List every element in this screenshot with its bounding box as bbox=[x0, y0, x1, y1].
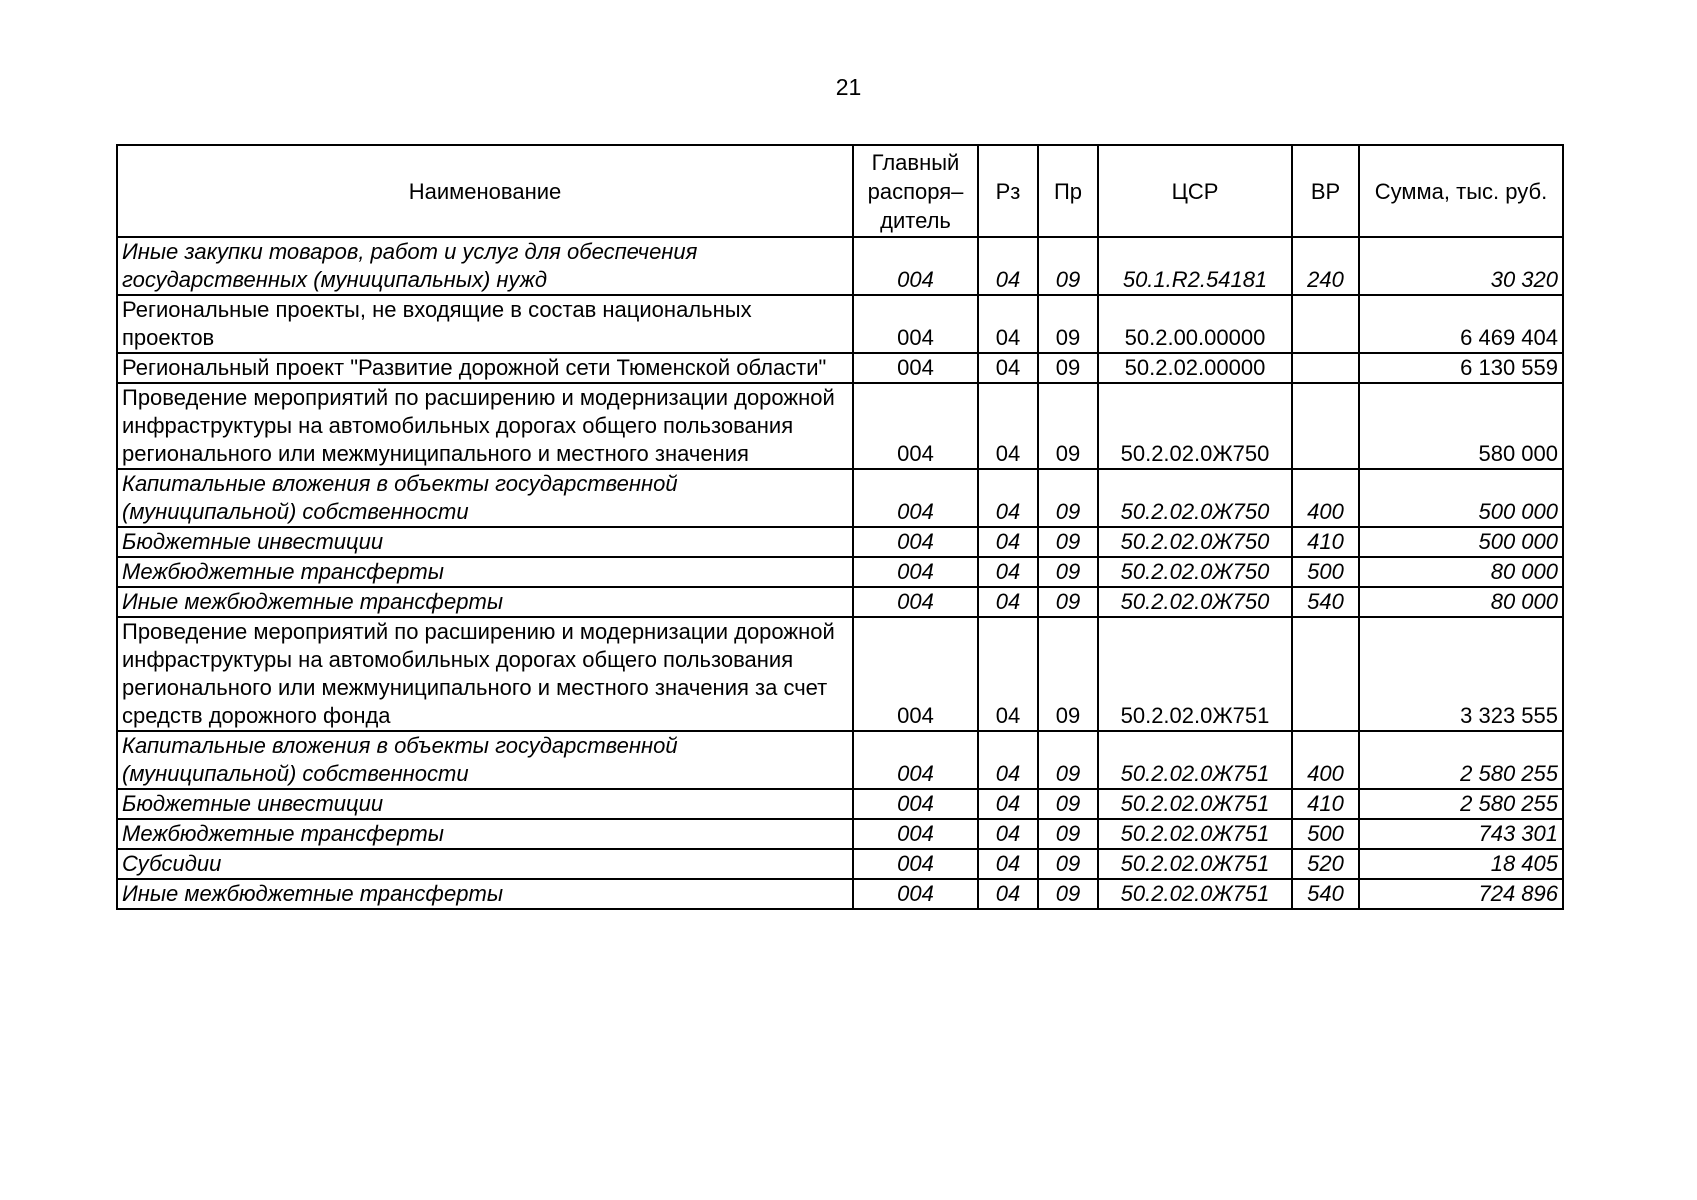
row-sum: 3 323 555 bbox=[1359, 617, 1563, 731]
row-sum: 724 896 bbox=[1359, 879, 1563, 909]
row-sum: 2 580 255 bbox=[1359, 789, 1563, 819]
row-rz: 04 bbox=[978, 295, 1038, 353]
row-sum: 743 301 bbox=[1359, 819, 1563, 849]
row-pr: 09 bbox=[1038, 383, 1098, 469]
table-row bbox=[117, 617, 1563, 731]
row-name: Региональные проекты, не входящие в состав национальных проектов bbox=[117, 295, 853, 353]
header-rz: Рз bbox=[978, 145, 1038, 237]
row-rz: 04 bbox=[978, 731, 1038, 789]
page-number: 21 bbox=[835, 74, 862, 100]
table-row bbox=[117, 731, 1563, 789]
row-gr: 004 bbox=[853, 879, 978, 909]
row-csr: 50.2.02.0Ж750 bbox=[1098, 469, 1292, 527]
header-vr: ВР bbox=[1292, 145, 1359, 237]
row-rz: 04 bbox=[978, 789, 1038, 819]
row-vr: 500 bbox=[1292, 819, 1359, 849]
table-row bbox=[117, 237, 1563, 295]
row-name: Межбюджетные трансферты bbox=[117, 557, 853, 587]
row-vr: 540 bbox=[1292, 587, 1359, 617]
row-vr bbox=[1292, 383, 1359, 469]
row-sum: 500 000 bbox=[1359, 469, 1563, 527]
row-sum: 500 000 bbox=[1359, 527, 1563, 557]
row-sum: 580 000 bbox=[1359, 383, 1563, 469]
row-csr: 50.2.02.0Ж751 bbox=[1098, 819, 1292, 849]
table-row bbox=[117, 295, 1563, 353]
row-gr: 004 bbox=[853, 383, 978, 469]
row-vr: 520 bbox=[1292, 849, 1359, 879]
row-name: Субсидии bbox=[117, 849, 853, 879]
row-name: Иные межбюджетные трансферты bbox=[117, 587, 853, 617]
row-csr: 50.2.00.00000 bbox=[1098, 295, 1292, 353]
row-vr: 400 bbox=[1292, 731, 1359, 789]
row-rz: 04 bbox=[978, 819, 1038, 849]
table-row bbox=[117, 849, 1563, 879]
row-sum: 80 000 bbox=[1359, 587, 1563, 617]
row-pr: 09 bbox=[1038, 731, 1098, 789]
row-sum: 2 580 255 bbox=[1359, 731, 1563, 789]
table-row bbox=[117, 353, 1563, 383]
row-csr: 50.2.02.0Ж750 bbox=[1098, 527, 1292, 557]
row-csr: 50.2.02.0Ж751 bbox=[1098, 731, 1292, 789]
row-vr: 540 bbox=[1292, 879, 1359, 909]
row-name: Иные межбюджетные трансферты bbox=[117, 879, 853, 909]
header-main-manager: Главный распоря– дитель bbox=[853, 145, 978, 237]
row-vr: 500 bbox=[1292, 557, 1359, 587]
row-gr: 004 bbox=[853, 353, 978, 383]
budget-table bbox=[116, 144, 1564, 910]
header-row bbox=[117, 145, 1563, 237]
row-pr: 09 bbox=[1038, 587, 1098, 617]
row-csr: 50.2.02.0Ж750 bbox=[1098, 383, 1292, 469]
row-csr: 50.2.02.0Ж751 bbox=[1098, 849, 1292, 879]
row-pr: 09 bbox=[1038, 353, 1098, 383]
row-name: Проведение мероприятий по расширению и модернизации дорожной инфраструктуры на автомобильных дорогах общего пользования регионального или межмуниципального и местного значения bbox=[117, 383, 853, 469]
header-sum: Сумма, тыс. руб. bbox=[1359, 145, 1563, 237]
row-csr: 50.2.02.0Ж751 bbox=[1098, 879, 1292, 909]
row-pr: 09 bbox=[1038, 617, 1098, 731]
row-name: Региональный проект "Развитие дорожной сети Тюменской области" bbox=[117, 353, 853, 383]
row-name: Межбюджетные трансферты bbox=[117, 819, 853, 849]
row-csr: 50.2.02.0Ж751 bbox=[1098, 789, 1292, 819]
row-vr bbox=[1292, 295, 1359, 353]
row-sum: 30 320 bbox=[1359, 237, 1563, 295]
row-vr bbox=[1292, 353, 1359, 383]
row-gr: 004 bbox=[853, 731, 978, 789]
header-csr: ЦСР bbox=[1098, 145, 1292, 237]
row-gr: 004 bbox=[853, 819, 978, 849]
row-vr: 400 bbox=[1292, 469, 1359, 527]
row-csr: 50.2.02.0Ж750 bbox=[1098, 557, 1292, 587]
row-name: Бюджетные инвестиции bbox=[117, 789, 853, 819]
row-pr: 09 bbox=[1038, 237, 1098, 295]
row-rz: 04 bbox=[978, 587, 1038, 617]
row-pr: 09 bbox=[1038, 527, 1098, 557]
row-csr: 50.2.02.0Ж750 bbox=[1098, 587, 1292, 617]
table-row bbox=[117, 557, 1563, 587]
row-gr: 004 bbox=[853, 587, 978, 617]
row-gr: 004 bbox=[853, 617, 978, 731]
row-pr: 09 bbox=[1038, 469, 1098, 527]
row-sum: 6 469 404 bbox=[1359, 295, 1563, 353]
row-rz: 04 bbox=[978, 557, 1038, 587]
row-pr: 09 bbox=[1038, 819, 1098, 849]
row-csr: 50.2.02.0Ж751 bbox=[1098, 617, 1292, 731]
row-rz: 04 bbox=[978, 849, 1038, 879]
row-pr: 09 bbox=[1038, 557, 1098, 587]
row-gr: 004 bbox=[853, 527, 978, 557]
table-row bbox=[117, 789, 1563, 819]
row-pr: 09 bbox=[1038, 789, 1098, 819]
row-gr: 004 bbox=[853, 557, 978, 587]
row-name: Иные закупки товаров, работ и услуг для обеспечения государственных (муниципальных) нужд bbox=[117, 237, 853, 295]
row-vr: 410 bbox=[1292, 527, 1359, 557]
table-row bbox=[117, 587, 1563, 617]
row-gr: 004 bbox=[853, 789, 978, 819]
row-rz: 04 bbox=[978, 237, 1038, 295]
row-csr: 50.1.R2.54181 bbox=[1098, 237, 1292, 295]
row-pr: 09 bbox=[1038, 879, 1098, 909]
row-vr: 240 bbox=[1292, 237, 1359, 295]
table-row bbox=[117, 383, 1563, 469]
header-pr: Пр bbox=[1038, 145, 1098, 237]
row-sum: 6 130 559 bbox=[1359, 353, 1563, 383]
row-pr: 09 bbox=[1038, 295, 1098, 353]
table-row bbox=[117, 469, 1563, 527]
row-gr: 004 bbox=[853, 469, 978, 527]
row-rz: 04 bbox=[978, 527, 1038, 557]
row-sum: 18 405 bbox=[1359, 849, 1563, 879]
table-row bbox=[117, 819, 1563, 849]
row-rz: 04 bbox=[978, 879, 1038, 909]
row-name: Бюджетные инвестиции bbox=[117, 527, 853, 557]
row-name: Капитальные вложения в объекты государственной (муниципальной) собственности bbox=[117, 731, 853, 789]
table-body bbox=[117, 237, 1563, 909]
row-rz: 04 bbox=[978, 469, 1038, 527]
row-rz: 04 bbox=[978, 617, 1038, 731]
row-vr bbox=[1292, 617, 1359, 731]
row-pr: 09 bbox=[1038, 849, 1098, 879]
row-gr: 004 bbox=[853, 295, 978, 353]
table-row bbox=[117, 879, 1563, 909]
row-name: Капитальные вложения в объекты государственной (муниципальной) собственности bbox=[117, 469, 853, 527]
row-vr: 410 bbox=[1292, 789, 1359, 819]
row-csr: 50.2.02.00000 bbox=[1098, 353, 1292, 383]
header-name: Наименование bbox=[117, 145, 853, 237]
row-rz: 04 bbox=[978, 353, 1038, 383]
row-gr: 004 bbox=[853, 849, 978, 879]
row-gr: 004 bbox=[853, 237, 978, 295]
row-rz: 04 bbox=[978, 383, 1038, 469]
row-sum: 80 000 bbox=[1359, 557, 1563, 587]
table-row bbox=[117, 527, 1563, 557]
row-name: Проведение мероприятий по расширению и модернизации дорожной инфраструктуры на автомобильных дорогах общего пользования регионального или межмуниципального и местного значения за счет средств дорожного фонда bbox=[117, 617, 853, 731]
